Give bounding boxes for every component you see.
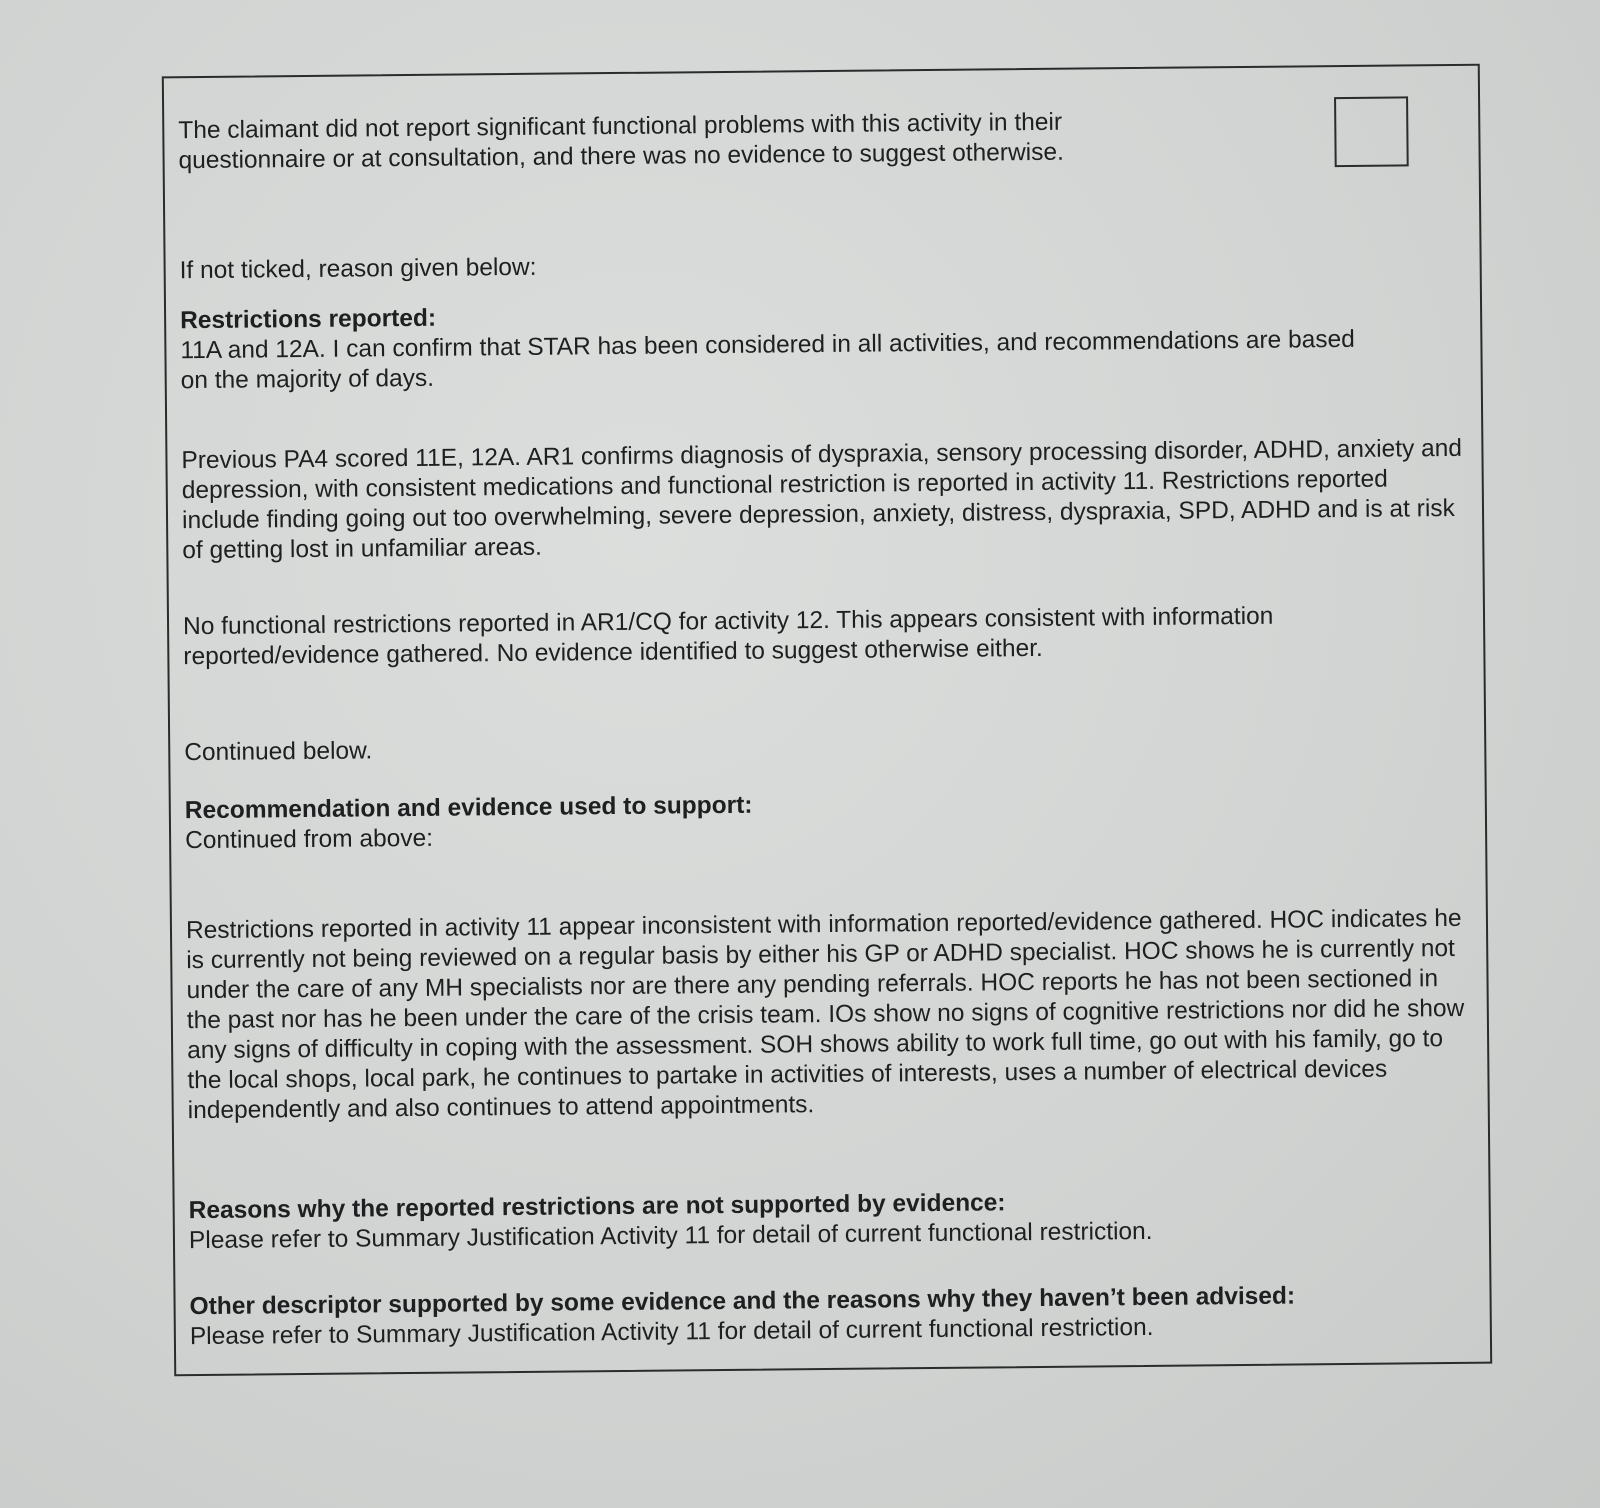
other-descriptor-text: Please refer to Summary Justification Activity 11 for detail of current functional restriction.: [189, 1313, 1154, 1351]
if-not-ticked-label: If not ticked, reason given below:: [179, 253, 537, 285]
restrictions-reported-heading: Restrictions reported:: [180, 304, 437, 335]
previous-pa4-paragraph: Previous PA4 scored 11E, 12A. AR1 confirms diagnosis of dyspraxia, sensory processing disorder, ADHD, anxiety and depression, with consistent medications and functional restriction is reported in activity 11. Restrictions reported include finding going out too overwhelming, severe depression, anxiety, distress, dyspraxia, SPD, ADHD and is at risk of getting lost in unfamiliar areas.: [181, 434, 1463, 565]
no-problems-checkbox[interactable]: [1334, 96, 1409, 167]
reasons-not-supported-heading: Reasons why the reported restrictions are not supported by evidence:: [188, 1189, 1006, 1225]
recommendation-text: Continued from above:: [184, 824, 434, 855]
claimant-statement: The claimant did not report significant functional problems with this activity in their questionnaire or at consultation, and there was no evidence to suggest otherwise.: [178, 108, 1064, 175]
inconsistent-restrictions-paragraph: Restrictions reported in activity 11 appear inconsistent with information reported/evidence gathered. HOC indicates he is currently not being reviewed on a regular basis by either his GP or ADHD specialist. HOC shows he is currently not under the care of any MH specialists nor are there any pending referrals. HOC reports he has not been sectioned in the past nor has he been under the care of the crisis team. IOs show no signs of cognitive restrictions nor did he show any signs of difficulty in coping with the assessment. SOH shows ability to work full time, go out with his family, go to the local shops, local park, he continues to partake in activities of interests, uses a number of electrical devices independently and also continues to attend appointments.: [185, 904, 1465, 1125]
other-descriptor-section: [189, 1280, 1480, 1352]
other-descriptor-heading: Other descriptor supported by some evidence and the reasons why they haven’t been advised:: [189, 1282, 1296, 1321]
restrictions-reported-text: 11A and 12A. I can confirm that STAR has been considered in all activities, and recommendations are based on the majority of days.: [180, 325, 1355, 395]
recommendation-section: [185, 785, 1376, 856]
no-functional-restrictions-paragraph: No functional restrictions reported in AR1/CQ for activity 12. This appears consistent with information reported/evidence gathered. No evidence identified to suggest otherwise either.: [182, 602, 1274, 671]
assessment-form-box: [162, 64, 1492, 1377]
reasons-not-supported-text: Please refer to Summary Justification Activity 11 for detail of current functional restriction.: [188, 1217, 1153, 1255]
restrictions-reported-section: [180, 295, 1371, 396]
reasons-not-supported-section: [189, 1184, 1480, 1256]
recommendation-heading: Recommendation and evidence used to support:: [184, 791, 753, 825]
continued-below-text: Continued below.: [184, 737, 373, 767]
